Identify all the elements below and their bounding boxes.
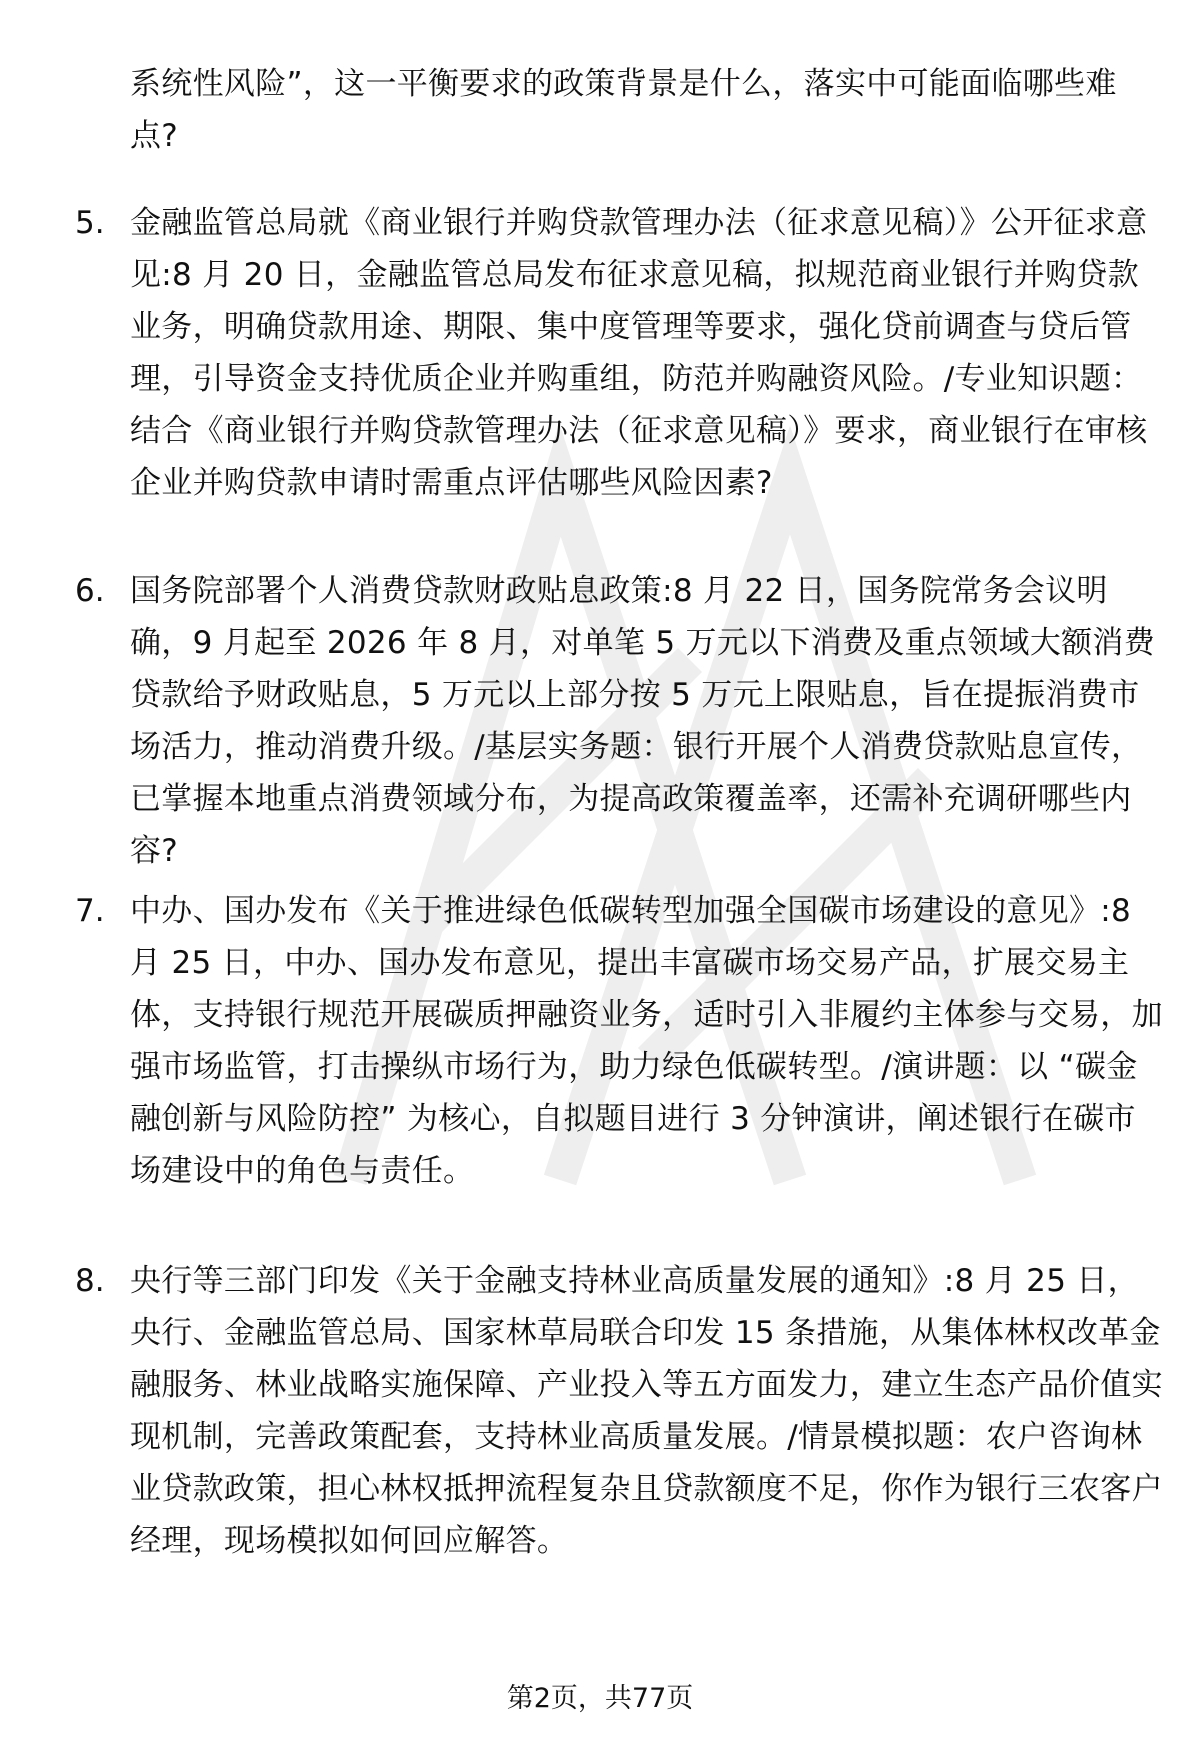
continuation-paragraph: 系统性风险”，这一平衡要求的政策背景是什么，落实中可能面临哪些难点? <box>130 66 1117 154</box>
list-item-6 <box>75 565 1165 877</box>
list-item-7 <box>75 885 1165 1197</box>
item-number: 8. <box>75 1263 105 1299</box>
item-text: 央行等三部门印发《关于金融支持林业高质量发展的通知》:8 月 25 日，央行、金融监管总局、国家林草局联合印发 15 条措施，从集体林权改革金融服务、林业战略实施保障、产业投入等五方面发力，建立生态产品价值实现机制，完善政策配套，支持林业高质量发展。/情景模拟题：农户咨询林业贷款政策，担心林权抵押流程复杂且贷款额度不足，你作为银行三农客户经理，现场模拟如何回应解答。 <box>130 1263 1163 1559</box>
item-number: 6. <box>75 573 105 609</box>
item-text: 金融监管总局就《商业银行并购贷款管理办法（征求意见稿）》公开征求意见:8 月 20 日，金融监管总局发布征求意见稿，拟规范商业银行并购贷款业务，明确贷款用途、期限、集中度管理等要求，强化贷前调查与贷后管理，引导资金支持优质企业并购重组，防范并购融资风险。/专业知识题：结合《商业银行并购贷款管理办法（征求意见稿）》要求，商业银行在审核企业并购贷款申请时需重点评估哪些风险因素? <box>130 205 1148 501</box>
list-item-5 <box>75 197 1165 509</box>
item-number: 7. <box>75 893 105 929</box>
page-indicator: 第2页，共77页 <box>506 1683 694 1714</box>
item-text: 中办、国办发布《关于推进绿色低碳转型加强全国碳市场建设的意见》:8 月 25 日，中办、国办发布意见，提出丰富碳市场交易产品，扩展交易主体，支持银行规范开展碳质押融资业务，适时引入非履约主体参与交易，加强市场监管，打击操纵市场行为，助力绿色低碳转型。/演讲题：以 “碳金融创新与风险防控” 为核心，自拟题目进行 3 分钟演讲，阐述银行在碳市场建设中的角色与责任。 <box>130 893 1163 1189</box>
item-text: 国务院部署个人消费贷款财政贴息政策:8 月 22 日，国务院常务会议明确，9 月起至 2026 年 8 月，对单笔 5 万元以下消费及重点领域大额消费贷款给予财政贴息，5 万元以上部分按 5 万元上限贴息，旨在提振消费市场活力，推动消费升级。/基层实务题：银行开展个人消费贷款贴息宣传，已掌握本地重点消费领域分布，为提高政策覆盖率，还需补充调研哪些内容? <box>130 573 1156 869</box>
list-item-8 <box>75 1255 1165 1567</box>
item-number: 5. <box>75 205 105 241</box>
